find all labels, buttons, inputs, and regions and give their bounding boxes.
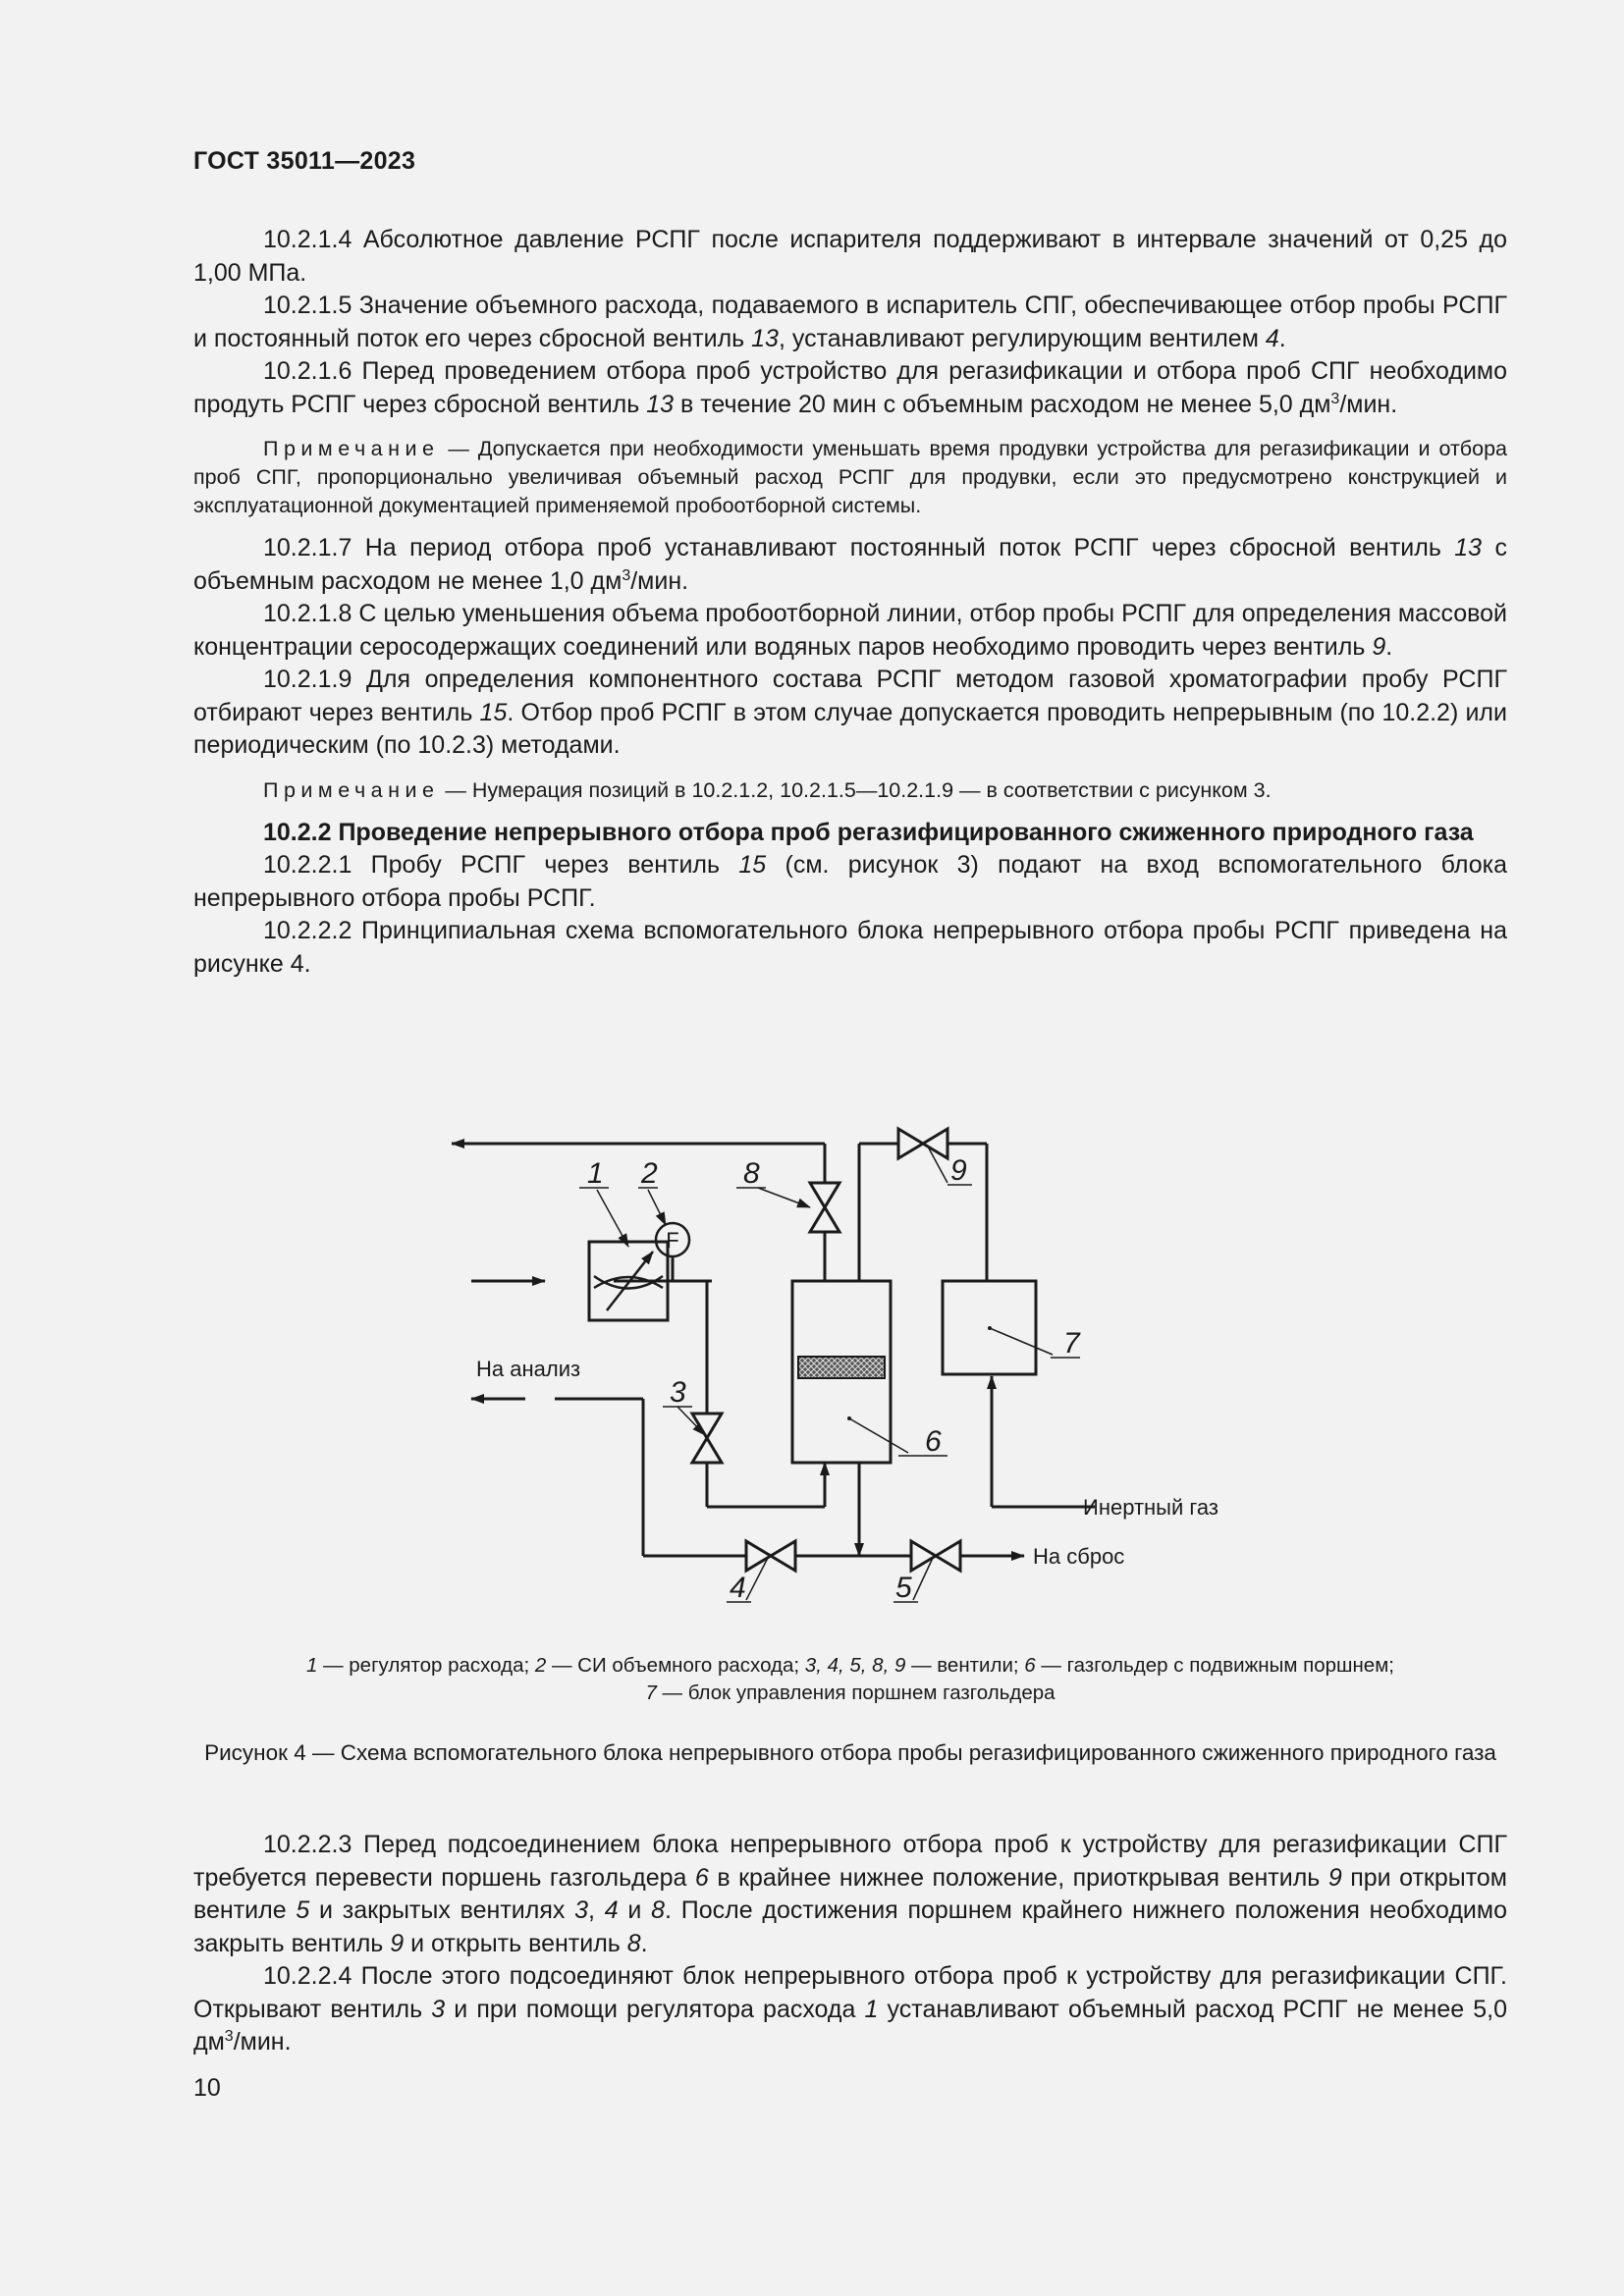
label-9: 9	[950, 1154, 967, 1187]
paragraph-10-2-1-5: 10.2.1.5 Значение объемного расхода, подаваемого в испаритель СПГ, обеспечивающее отбор пробы РСПГ и постоянный поток его через сбросной вентиль 13, устанавливают регулирующим вентилем 4.	[193, 292, 1507, 352]
legend-line-1	[193, 1652, 1507, 1680]
paragraph-10-2-1-7: 10.2.1.7 На период отбора проб устанавливают постоянный поток РСПГ через сбросной вентиль 13 с объемным расходом не менее 1,0 $дм^3$/мин.	[193, 534, 1507, 595]
valve-4	[746, 1541, 795, 1571]
legend-segment: 3, 4, 5, 8, 9	[804, 1654, 906, 1677]
label-7: 7	[1063, 1327, 1080, 1360]
note-1: Примечание — Допускается при необходимости уменьшать время продувки устройства для регазификации и отбора проб СПГ, пропорционально увеличивая объемный расход РСПГ для продувки, если это предусмотрено конструкцией и эксплуатационной документацией применяемой пробоотборной системы.	[193, 437, 1507, 517]
paragraph-10-2-2-3: 10.2.2.3 Перед подсоединением блока непрерывного отбора проб к устройству для регазификации СПГ требуется перевести поршень газгольдера 6 в крайнее нижнее положение, приоткрывая вентиль 9 при открытом вентиле 5 и закрытых вентилях 3, 4 и 8. После достижения поршнем крайнего нижнего положения необходимо закрыть вентиль 9 и открыть вентиль 8.	[193, 1831, 1507, 1957]
valve-5	[911, 1541, 960, 1571]
flow-regulator-1	[589, 1242, 668, 1320]
label-to-analysis: На анализ	[476, 1357, 581, 1381]
paragraph-10-2-1-9: 10.2.1.9 Для определения компонентного состава РСПГ методом газовой хроматографии пробу РСПГ отбирают через вентиль 15. Отбор проб РСПГ в этом случае допускается проводить непрерывным (по 10.2.2) или периодическим (по 10.2.3) методами.	[193, 666, 1507, 759]
paragraph-10-2-1-8: 10.2.1.8 С целью уменьшения объема пробоотборной линии, отбор пробы РСПГ для определения массовой концентрации серосодержащих соединений или водяных паров необходимо проводить через вентиль 9.	[193, 600, 1507, 661]
page-number: 10	[193, 2074, 221, 2102]
label-2: 2	[641, 1157, 658, 1190]
piston-control-block-7	[943, 1281, 1053, 1374]
legend-segment: — блок управления поршнем газгольдера	[656, 1682, 1056, 1704]
paragraph-10-2-2-1: 10.2.2.1 Пробу РСПГ через вентиль 15 (см. рисунок 3) подают на вход вспомогательного блока непрерывного отбора пробы РСПГ.	[193, 851, 1507, 912]
label-5: 5	[895, 1572, 912, 1604]
valve-8	[810, 1183, 839, 1232]
valve-3	[692, 1414, 722, 1463]
gas-holder-6	[792, 1281, 908, 1463]
figure-caption: Рисунок 4 — Схема вспомогательного блока непрерывного отбора пробы регазифицированного сжиженного природного газа	[204, 1740, 1496, 1765]
lower-text	[193, 1829, 1507, 2059]
legend-segment: 2	[534, 1654, 547, 1677]
schematic-svg	[452, 1119, 1237, 1649]
legend-segment: 7	[645, 1682, 657, 1704]
paragraph-10-2-1-6: 10.2.1.6 Перед проведением отбора проб устройство для регазификации и отбора проб СПГ необходимо продуть РСПГ через сбросной вентиль 13 в течение 20 мин с объемным расходом не менее 5,0 $дм^3$/мин.	[193, 357, 1507, 418]
valve-9	[898, 1129, 947, 1158]
paragraph-10-2-1-4: 10.2.1.4 Абсолютное давление РСПГ после испарителя поддерживают в интервале значений от 0,25 до 1,00 МПа.	[193, 226, 1507, 287]
section-heading-10-2-2: 10.2.2 Проведение непрерывного отбора проб регазифицированного сжиженного природного газа	[263, 818, 1474, 846]
legend-segment: — регулятор расхода;	[317, 1654, 535, 1677]
label-6: 6	[925, 1425, 942, 1458]
legend-segment: — СИ объемного расхода;	[546, 1654, 805, 1677]
legend-segment: — вентили;	[905, 1654, 1025, 1677]
label-inert-gas: Инертный газ	[1083, 1495, 1219, 1520]
label-4: 4	[730, 1572, 746, 1604]
label-to-drain: На сброс	[1033, 1544, 1125, 1569]
legend-line-2	[193, 1680, 1507, 1707]
label-1: 1	[587, 1157, 604, 1190]
label-3: 3	[670, 1376, 686, 1409]
label-8: 8	[743, 1157, 760, 1190]
figure-legend	[193, 1652, 1507, 1707]
paragraph-10-2-2-4: 10.2.2.4 После этого подсоединяют блок непрерывного отбора проб к устройству для регазификации СПГ. Открывают вентиль 3 и при помощи регулятора расхода 1 устанавливают объемный расход РСПГ не менее 5,0 $дм^3$/мин.	[193, 1962, 1507, 2056]
legend-segment: 6	[1024, 1654, 1036, 1677]
note-2: Примечание — Нумерация позиций в 10.2.1.2, 10.2.1.5—10.2.1.9 — в соответствии с рисунком 3.	[263, 777, 1272, 802]
legend-segment: 1	[305, 1654, 318, 1677]
flowmeter-letter: F	[666, 1228, 679, 1253]
legend-segment: — газгольдер с подвижным поршнем;	[1035, 1654, 1394, 1677]
piston	[798, 1357, 885, 1378]
flowmeter-2	[656, 1223, 689, 1256]
paragraph-10-2-2-2: 10.2.2.2 Принципиальная схема вспомогательного блока непрерывного отбора пробы РСПГ приведена на рисунке 4.	[193, 917, 1507, 978]
upper-text	[193, 224, 1507, 981]
figure-4-diagram	[452, 1119, 1237, 1649]
document-header: ГОСТ 35011—2023	[193, 147, 416, 175]
